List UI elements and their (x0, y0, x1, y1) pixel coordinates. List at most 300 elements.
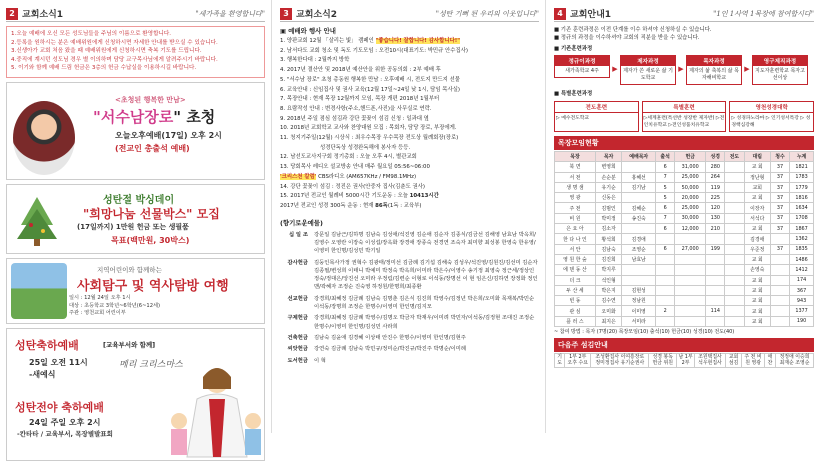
group-status-table (554, 151, 814, 327)
table-cell (725, 182, 744, 192)
table-cell (706, 234, 725, 244)
table-cell (770, 234, 789, 244)
table-cell: 25,000 (675, 203, 706, 213)
table-cell (725, 316, 744, 326)
offering-label: 십 일 조 (288, 231, 308, 238)
landscape-illustration-icon (11, 263, 67, 319)
table-row (555, 203, 814, 213)
table-header-cell: 출석 (656, 152, 675, 162)
table-cell: 관 심 (555, 306, 596, 316)
table-cell: 교 회 (744, 285, 770, 295)
table-cell (725, 213, 744, 223)
table-cell: 1821 (790, 162, 814, 172)
table-cell (675, 234, 706, 244)
table-cell (770, 254, 789, 264)
table-row (555, 182, 814, 192)
table-cell: 김소자 (595, 224, 621, 234)
banner-time: 오늘오후예배(17일) 오후 2시 (115, 131, 222, 140)
table-header-cell: 예배목자 (622, 152, 656, 162)
table-cell: 5 (656, 182, 675, 192)
training-flow (554, 55, 814, 85)
offering-names: 강경희/최혜정 김금례 박영수/김명오 박금자 박재우/이미려 박민자/이석동/김정현 조대진 조정순 한명수/이영미 한인명/김성민 사라희 (314, 315, 535, 330)
offering-row (280, 259, 539, 292)
table-cell: 1779 (790, 182, 814, 192)
table-cell: 114 (706, 306, 725, 316)
page-church-guide-1 (546, 0, 820, 433)
offering-label: 선교헌금 (287, 295, 308, 302)
offering-names: 이 혁 (314, 357, 326, 364)
notice-line: 5. 이기와 함께 예배 드림 헌금은 3층의 헌금 수납실을 이용하시길 바랍니다. (11, 65, 197, 72)
table-cell: 김남숙 (595, 244, 621, 254)
table-cell: 1634 (790, 203, 814, 213)
group-status-title: 목장모임현황 (554, 136, 814, 150)
table-cell: 조원택집사 석우현집사 (694, 354, 725, 368)
table-cell: 37 (770, 244, 789, 254)
list-item: 9. 2018년 주일 점심 섬김과 강단 꽃꽂이 섬김 신청 : 일과대 옆 (280, 115, 429, 122)
table-row (555, 296, 814, 306)
banner-subtitle: 지역어린이와 함께하는 (97, 266, 162, 274)
flow-step-title: 제자과정 (621, 56, 675, 66)
offering-names: 강연숙 김금례 김남숙 박민규/정미순/박진규/박진주 박명순/이미례 (314, 346, 467, 353)
banner-main-title: "서수남장로" 초청 (93, 108, 216, 126)
table-row (555, 306, 814, 316)
table-cell: 신동은 (595, 193, 621, 203)
banner-detail: -새예식 (29, 370, 56, 379)
table-cell (725, 193, 744, 203)
table-cell: 27,000 (675, 244, 706, 254)
offering-row (280, 345, 539, 353)
table-cell: 교 회 (744, 193, 770, 203)
highlight-text: '크리스천 칼럼' (280, 173, 317, 180)
table-row (555, 193, 814, 203)
list-item: 15. 2017년 전교인 월례비 5000시간 기도운동 : 오늘 10413시간 (280, 193, 439, 200)
list-item: 1. 양판교회 12월 「살리는 빛」 캠페인 "좋습니다! 잘합니다! 감사합니다!" (280, 38, 461, 44)
table-cell: 교회 (744, 182, 770, 192)
offering-row (280, 314, 539, 331)
list-item: 6. 교육안내 : 신임집사 및 권사 교육(12월 17일~24일 낮 1시, 담임 목사실) (280, 86, 461, 93)
table-cell: 유기순 (595, 182, 621, 192)
table-header-cell: 대림 (744, 152, 770, 162)
table-cell: 37 (770, 213, 789, 223)
table-row (555, 213, 814, 223)
table-cell (675, 285, 706, 295)
table-cell: 37 (770, 193, 789, 203)
table-cell (725, 234, 744, 244)
table-header-row (555, 152, 814, 162)
banner-time: 25일 오전 11시 (29, 358, 88, 367)
table-cell: 20,000 (675, 193, 706, 203)
list-item: '크리스천 칼럼' CBS라디오 (AM657KHz / FM98.1MHz) (280, 173, 417, 180)
table-cell: 31,000 (675, 162, 706, 172)
banner-main-title: 사회탐구 및 역사탐방 여행 (77, 279, 229, 294)
table-cell: 1362 (790, 234, 814, 244)
offering-label: 씨앗헌금 (287, 346, 308, 353)
table-cell: 190 (790, 316, 814, 326)
page-slogan: "새가족을 환영합니다" (195, 9, 265, 18)
list-item: 3. 행복한다대 : 2월까지 방학 (280, 57, 350, 64)
table-cell (706, 265, 725, 275)
table-cell (725, 172, 744, 182)
table-cell: 7 (656, 213, 675, 223)
table-cell: 7 (656, 172, 675, 182)
table-cell (706, 316, 725, 326)
table-cell (675, 265, 706, 275)
table-row (555, 285, 814, 295)
table-cell: 최지은 (595, 316, 621, 326)
special-training (554, 101, 814, 132)
table-cell: 교 회 (744, 254, 770, 264)
list-item: 10. 2018년 교회학교 교사와 찬양대원 모집 : 목회자, 담당 장로, 부장에게. (280, 125, 457, 132)
table-cell: 석인형 (595, 275, 621, 285)
page-church-news-2 (272, 0, 546, 433)
page-number: 4 (554, 8, 566, 20)
merry-christmas-calligraphy: 메리 크리스마스 (119, 360, 183, 370)
christmas-tree-icon (15, 195, 59, 247)
table-cell: 더 크 (555, 275, 596, 285)
field-trip-banner (6, 258, 265, 324)
table-row (555, 254, 814, 264)
page-title: 교회소식1 (22, 10, 64, 20)
page-number: 3 (280, 8, 292, 20)
flow-step (752, 55, 808, 85)
flow-label: ■ 기존훈련과정 (554, 46, 593, 52)
special-course (554, 101, 639, 132)
table-cell: 주 천 (555, 203, 596, 213)
flow-step-body: 지도자훈련학교 목자고선이상 (755, 68, 805, 81)
table-cell: 박지루 (595, 265, 621, 275)
table-row (555, 316, 814, 326)
bold-text: 10413시간 (409, 193, 439, 200)
notice-line: 4.중직에 계시던 성도님 경우 별 이의하며 담당 교구목사님에게 알려주시기 바랍니다. (11, 56, 218, 63)
flow-step-title: 목자과정 (687, 56, 741, 66)
table-header-cell: 헌금 (675, 152, 706, 162)
welcome-notice-box (6, 26, 265, 78)
table-cell (770, 306, 789, 316)
list-item: 14. 강단 꽃꽂이 섬김 : 정진은 권사(안중자 집사(김춘도 권사) (280, 183, 425, 190)
table-cell (725, 285, 744, 295)
table-cell: 한 다 나 인 (555, 234, 596, 244)
table-cell: 1377 (790, 306, 814, 316)
table-cell: 정정애 이승희 최재순 조영순 (776, 354, 814, 368)
table-cell (675, 275, 706, 285)
table-cell: 주 천 비원 영광 (742, 354, 765, 368)
special-label: ■ 특별훈련과정 (554, 91, 593, 97)
offering-row (280, 357, 539, 365)
flow-step (686, 55, 742, 85)
gift-box-banner (6, 184, 265, 254)
table-row (555, 162, 814, 172)
special-course-title: 전도훈련 (555, 102, 638, 113)
banner-subtitle: <초청된 행복한 만남> (115, 96, 186, 104)
section-title: ▣ 예배와 행사 안내 (280, 27, 336, 35)
table-cell: 37 (770, 172, 789, 182)
table-cell (622, 224, 656, 234)
table-cell: 생 명 샘 (555, 182, 596, 192)
table-cell: 5 (656, 193, 675, 203)
flow-step-title: 영구제직과정 (753, 56, 807, 66)
page-header (280, 6, 539, 22)
page-number: 2 (6, 8, 18, 20)
table-cell: 교 회 (744, 162, 770, 172)
table-cell: 1867 (790, 224, 814, 234)
table-row (555, 275, 814, 285)
banner-detail-2: -칸타타 / 교육부서, 목장별발표회 (17, 430, 113, 438)
table-cell: 김경애 (744, 234, 770, 244)
table-cell: 김수연 (595, 296, 621, 306)
table-cell: 이미영 (622, 306, 656, 316)
table-cell: 서 천 (555, 172, 596, 182)
table-cell (656, 285, 675, 295)
flow-step (554, 55, 610, 78)
table-cell: 943 (790, 296, 814, 306)
banner-detail: (17일까지) 1만원 헌금 또는 생필품 (77, 223, 189, 231)
special-course-body: ▷세계훈련(특선반 성장반 제자반) ▷전인치유학교 ▷전인성품치유학교 (643, 116, 725, 128)
table-cell: 1835 (790, 244, 814, 254)
table-cell: 1783 (790, 172, 814, 182)
list-item: 2. 남서다도 교회 청소 및 독도 기도모임 : 오전10시(대표기도: 박민규 안수집사) (280, 47, 468, 54)
table-cell: 130 (706, 213, 725, 223)
table-cell (725, 265, 744, 275)
table-cell: 37 (770, 224, 789, 234)
arrow-icon: ▶ (678, 65, 684, 73)
table-cell: 손영숙 (744, 265, 770, 275)
table-cell: 교 회 (744, 296, 770, 306)
table-cell: 6 (656, 224, 675, 234)
offering-names: 강문일 김남근/김하명 김남숙 김성애/석진영 김순애 김순자 김종식/김금선 김해영 남효남 박옥희/김영수 오영란 이장숙 이성섭/장옥화 장경애 장종숙 전경연 조숙자 최미향 최성봉 한영숙 한유영/이영미 한인명/김성민 박기일 (314, 231, 536, 255)
table-cell: 서미라 (622, 316, 656, 326)
table-cell: 12,000 (675, 224, 706, 234)
table-cell: 남효남 (622, 254, 656, 264)
table-cell: 1708 (790, 213, 814, 223)
banner-time-2: 24일 주일 오후 2시 (29, 418, 101, 427)
table-cell (725, 254, 744, 264)
offering-row (280, 295, 539, 312)
table-cell: 홍혜선 (622, 172, 656, 182)
table-cell: 50,000 (675, 182, 706, 192)
table-cell: 북 면 (555, 162, 596, 172)
table-cell: 은 요 아 (555, 224, 596, 234)
table-cell: 영 원 한 숲 (555, 254, 596, 264)
table-cell: 25,000 (675, 172, 706, 182)
flow-step-body: 새가족학교 4주 (565, 68, 599, 74)
table-cell: 교 회 (744, 224, 770, 234)
table-cell: 6 (656, 203, 675, 213)
page-church-news-1 (0, 0, 272, 438)
table-row (555, 172, 814, 182)
table-cell: 서 안 (555, 244, 596, 254)
group-total-note: ~ 참여 방법 : 목자 (7명(20) 목장모임(10) 출석(10) 헌금(10) 성경(10) 전도(40) (554, 329, 735, 336)
special-course (729, 101, 814, 132)
table-header-cell: 성경 (706, 152, 725, 162)
christmas-service-banner (6, 328, 265, 461)
table-cell (675, 296, 706, 306)
table-cell: 264 (706, 172, 725, 182)
offering-row (280, 231, 539, 256)
table-cell (656, 254, 675, 264)
table-cell: 이장자 (744, 203, 770, 213)
table-cell (622, 162, 656, 172)
table-cell (770, 316, 789, 326)
special-course-body: ▷ 성경파노라마 ▷ 인기성서특강 ▷ 성경핵심강해 (731, 116, 811, 128)
table-cell: 정남원 (622, 296, 656, 306)
list-item: 성경단독상 성경완독해에 봉사자 등등. (320, 144, 411, 151)
table-cell: 김진희 (595, 254, 621, 264)
guest-invitation-banner (6, 82, 265, 180)
offering-names: 강경희/최혜정 김금례 김남숙 김명춘 김은식 김진희 박영수/김정년 박은희/오미화 목재복/박민순 이석동/장명희 조정순 한명수/이영미 한인명/김지모 (314, 295, 535, 311)
list-item: 5. "서수남 장로" 초청 총동원 행복한 만남 : 오후예배 시, 전도지 만드지 선물 (280, 76, 461, 83)
table-cell (770, 285, 789, 295)
table-cell: 30,000 (675, 213, 706, 223)
banner-main-title: 성탄축하예배 (15, 339, 79, 352)
arrow-icon: ▶ (612, 65, 618, 73)
table-cell: 교 회 (744, 316, 770, 326)
table-cell: 빈 동 (555, 296, 596, 306)
table-cell: 김경애 (622, 234, 656, 244)
list-item: 8. 요람작성 안내 : 변경사항(주소,핸드폰,사진)을 사무실로 연락. (280, 105, 432, 112)
table-cell (725, 306, 744, 316)
table-cell (725, 224, 744, 234)
table-cell (706, 275, 725, 285)
table-cell (725, 162, 744, 172)
table-header-cell: 전도 (725, 152, 744, 162)
table-cell: 오미화 (595, 306, 621, 316)
offering-label: 도서헌금 (287, 357, 308, 364)
table-cell: 송진숙 (622, 213, 656, 223)
table-cell (725, 296, 744, 306)
notice-line: 2.등록을 원하시는 분은 예배위원에게 신청하시면 자세한 안내를 받으실 수 있습니다. (11, 39, 218, 46)
notice-line: 1.오늘 예배에 오신 모든 성도님들을 주님의 이름으로 환영합니다. (11, 31, 172, 37)
table-cell: 280 (706, 162, 725, 172)
list-item: 11. 청지기주일(12월) 시상식 : 최우수목장 우수목장 전도상 월례회장(장로) (280, 135, 459, 142)
table-cell: 변영희 (595, 162, 621, 172)
table-cell: 174 (790, 275, 814, 285)
banner-tag: [교육부서와 함께] (103, 341, 156, 349)
offering-list (280, 231, 539, 365)
flow-step-body: 제자의 삶 축복의 삶 목자해비학교 (689, 68, 739, 81)
arrow-icon: ▶ (744, 65, 750, 73)
table-cell: 6 (656, 162, 675, 172)
offering-names: 김남숙 김윤애 김경혜 이상태 안진수 한명수/이영미 한인명/김현주 (314, 334, 466, 341)
table-cell: 두 산 세 (555, 285, 596, 295)
table-cell: 김기남 (622, 182, 656, 192)
guest-photo-icon (13, 101, 75, 175)
table-cell (656, 316, 675, 326)
page-title: 교회안내1 (570, 10, 612, 20)
table-cell: 김범인 (595, 203, 621, 213)
table-cell (622, 193, 656, 203)
table-cell: 플 러 스 (555, 316, 596, 326)
bold-text: 86독 (375, 202, 388, 209)
table-cell (706, 296, 725, 306)
list-item: 13. 당회목사 레디오 설교방송 안내 매주 월요일 05:56~06:00 (280, 164, 430, 171)
page-slogan: "1인 1사역 1목장에 참여합시다" (713, 9, 814, 18)
special-course-title: 영천성경대학 (730, 102, 813, 113)
table-cell: 225 (706, 193, 725, 203)
table-cell (675, 306, 706, 316)
table-cell: 조성환집사 이여흥장로 정미정집사 유기순권사 (591, 354, 649, 368)
table-header-cell: 목장 (555, 152, 596, 162)
table-cell: 6 (656, 244, 675, 254)
page-slogan: "성탄 기뻐 된 우리의 이웃입니다" (435, 9, 539, 18)
table-cell (770, 265, 789, 275)
table-cell (622, 275, 656, 285)
table-cell: 1816 (790, 193, 814, 203)
table-row (555, 244, 814, 254)
table-cell: 기도 (555, 354, 565, 368)
table-cell: 성경 봉독 헌금 위원 (649, 354, 677, 368)
page-header (554, 6, 814, 22)
list-item: 7. 목장안내 : 현재 목장 12월까지 모임, 목장 개편 2018년 1월부터 (280, 96, 440, 103)
table-cell (656, 265, 675, 275)
table-cell: 서석다 (744, 213, 770, 223)
table-row (555, 224, 814, 234)
table-cell (706, 254, 725, 264)
table-cell (656, 296, 675, 306)
table-cell (656, 234, 675, 244)
table-cell: 영 광 (555, 193, 596, 203)
table-cell: 김혜순 (622, 203, 656, 213)
list-item: 12. 남선도교사지구회 정기총회 : 오늘 오후 4시, 별관교회 (280, 154, 417, 161)
table-cell: 37 (770, 162, 789, 172)
table-cell: 199 (706, 244, 725, 254)
banner-main-title: "희망나눔 선물박스" 모집 (83, 207, 220, 221)
offering-label: 구제헌금 (287, 315, 308, 322)
table-cell: 교회 섬김 (726, 354, 742, 368)
offering-names: 김둥인목사가정 권혁수 김광태/정미선 김금례 김기섭 김해숙 김성우/석진영/김원진/김선미 김순자 김종필/변성희 이태니 박예미 박정숙 박옥희/이미라 박은수/이영수 송기정 최영숙 정근세/정상인 정숙/정대은/앙진선 오미라 우정림/김련순 이형로 이석동/장명선 이 현 임은신/김하연 장정화 정인맨/곽혜자 조정순 진숙영 하정원/한명희/최종환 (314, 259, 538, 291)
section-title: (향기로운예물) (280, 218, 323, 227)
table-cell: 교 회 (744, 275, 770, 285)
offering-row (280, 334, 539, 342)
table-cell: 애 찬 (764, 354, 775, 368)
table-cell: 37 (770, 203, 789, 213)
banner-note: (전교인 총출석 예배) (115, 144, 190, 153)
special-course (642, 101, 727, 132)
table-cell (675, 254, 706, 264)
next-week-title: 다음주 섬김안내 (554, 338, 814, 352)
offering-label: 건축헌금 (287, 334, 308, 341)
table-cell: 1486 (790, 254, 814, 264)
table-cell (675, 316, 706, 326)
banner-detail: 일시 : 12월 24일 오후 1시 대상 : 초등학교 3학년~6학년(6~12세) 주관 : 영천교회 어린이부 (69, 295, 161, 316)
event-list (280, 37, 539, 212)
page-header (6, 6, 265, 22)
table-cell (622, 265, 656, 275)
table-cell: 210 (706, 224, 725, 234)
table-cell (725, 203, 744, 213)
special-course-title: 특별훈련 (643, 102, 726, 113)
table-cell: 정난형 (744, 172, 770, 182)
table-cell: 1부 2부 오후 수요 (565, 354, 591, 368)
table-cell (706, 285, 725, 295)
table-cell: 우준정 (744, 244, 770, 254)
table-cell: 박은지 (595, 285, 621, 295)
training-intro: ■ 기존 훈련과정은 이전 단계를 이수 하셔야 신청하실 수 있습니다. ■ 정규의 과정을 이수하셔야 교회의 직분을 받을 수 있습니다. (554, 27, 712, 41)
guest-name: 서수남장로 (100, 108, 174, 126)
table-cell: 119 (706, 182, 725, 192)
banner-subtitle: 성탄절 박싱데이 (103, 195, 175, 206)
table-row (555, 265, 814, 275)
table-cell: 2 (656, 306, 675, 316)
table-cell (725, 275, 744, 285)
table-header-cell: 누계 (790, 152, 814, 162)
next-week-table (554, 353, 814, 368)
table-cell: 교 회 (744, 306, 770, 316)
table-row (555, 234, 814, 244)
table-cell (656, 275, 675, 285)
table-header-cell: 목자 (595, 152, 621, 162)
table-cell: 김현성 (622, 285, 656, 295)
table-cell: 37 (770, 182, 789, 192)
